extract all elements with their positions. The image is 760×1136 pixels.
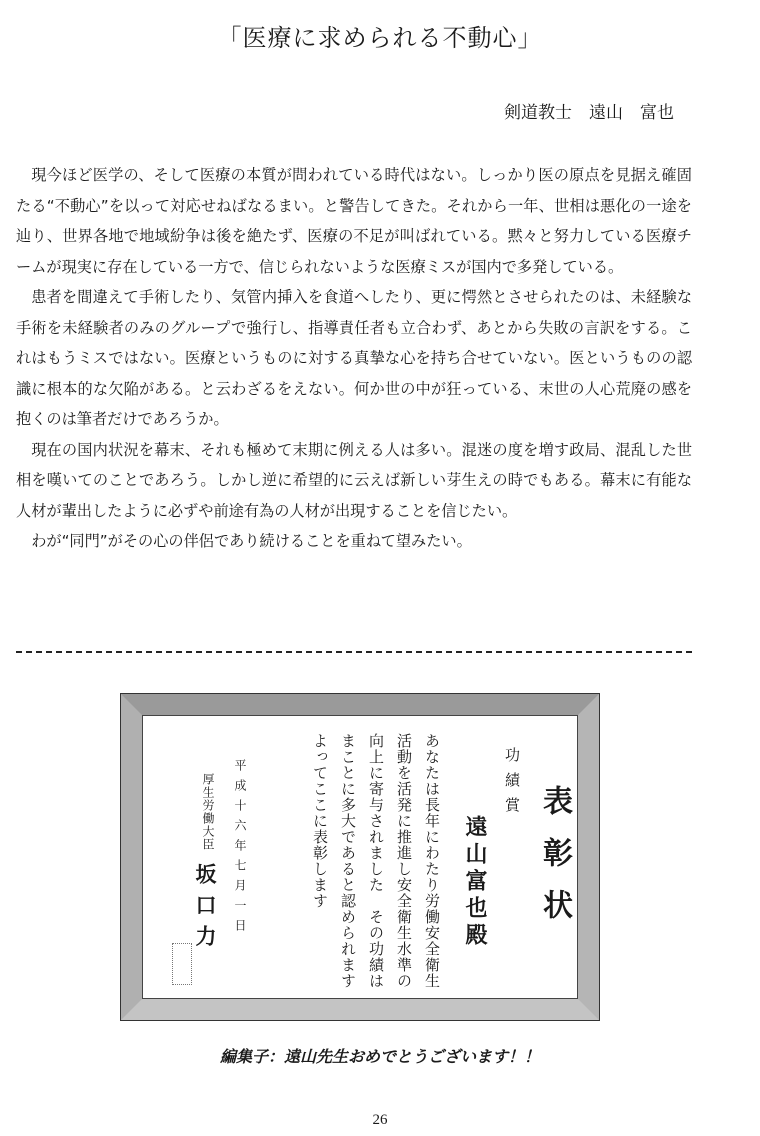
article-body bbox=[16, 160, 692, 557]
article-title: 「医療に求められる不動心」 bbox=[217, 24, 543, 52]
dash-dot-divider bbox=[16, 651, 692, 653]
certificate-title: 表彰状 bbox=[537, 785, 572, 941]
article-author: 剣道教士 遠山 富也 bbox=[504, 103, 674, 123]
paragraph: 現今ほど医学の、そして医療の本質が問われている時代はない。しっかり医の原点を見据え確固たる“不動心”を以って対応せねばなるまい。と警告してきた。それから一年、世相は悪化の一途を辿り、世界各地で地域紛争は後を絶たず、医療の不足が叫ばれている。黙々と努力している医療チームが現実に存在している一方で、信じられないような医療ミスが国内で多発している。 bbox=[16, 166, 692, 276]
editor-caption: 編集子：遠山先生おめでとうございます！！ bbox=[219, 1047, 540, 1066]
certificate-frame bbox=[120, 693, 600, 1021]
paragraph: 現在の国内状況を幕末、それも極めて末期に例える人は多い。混迷の度を増す政局、混乱した世相を嘆いてのことであろう。しかし逆に希望的に云えば新しい芽生えの時でもある。幕末に有能な人材が輩出したように必ずや前途有為の人材が出現することを信じたい。 bbox=[16, 440, 692, 520]
certificate-award: 功績賞 bbox=[503, 747, 521, 822]
certificate-body-line: よってここに表彰します bbox=[311, 733, 329, 909]
paragraph: わが“同門”がその心の伴侶であり続けることを重ねて望みたい。 bbox=[31, 532, 472, 550]
minister-title: 厚生労働大臣 bbox=[201, 773, 215, 851]
certificate-recipient: 遠山富也殿 bbox=[462, 815, 488, 950]
minister-name: 坂口力 bbox=[193, 863, 218, 956]
certificate-body-line: あなたは長年にわたり労働安全衛生 bbox=[423, 733, 441, 989]
certificate-body-line: 向上に寄与されました その功績は bbox=[367, 733, 385, 989]
certificate bbox=[142, 715, 578, 999]
certificate-date: 平成十六年七月一日 bbox=[233, 759, 247, 939]
official-seal bbox=[172, 943, 192, 985]
certificate-body-line: まことに多大であると認められます bbox=[339, 733, 357, 989]
certificate-body-line: 活動を活発に推進し安全衛生水準の bbox=[395, 733, 413, 989]
page-number: 26 bbox=[372, 1112, 388, 1128]
paragraph: 患者を間違えて手術したり、気管内挿入を食道へしたり、更に愕然とさせられたのは、未経験な手術を未経験者のみのグループで強行し、指導責任者も立合わず、あとから失敗の言訳をする。これはもうミスではない。医療というものに対する真摯な心を持ち合せていない。医というものの認識に根本的な欠陥がある。と云わざるをえない。何か世の中が狂っている、末世の人心荒廃の感を抱くのは筆者だけであろうか。 bbox=[16, 288, 693, 428]
